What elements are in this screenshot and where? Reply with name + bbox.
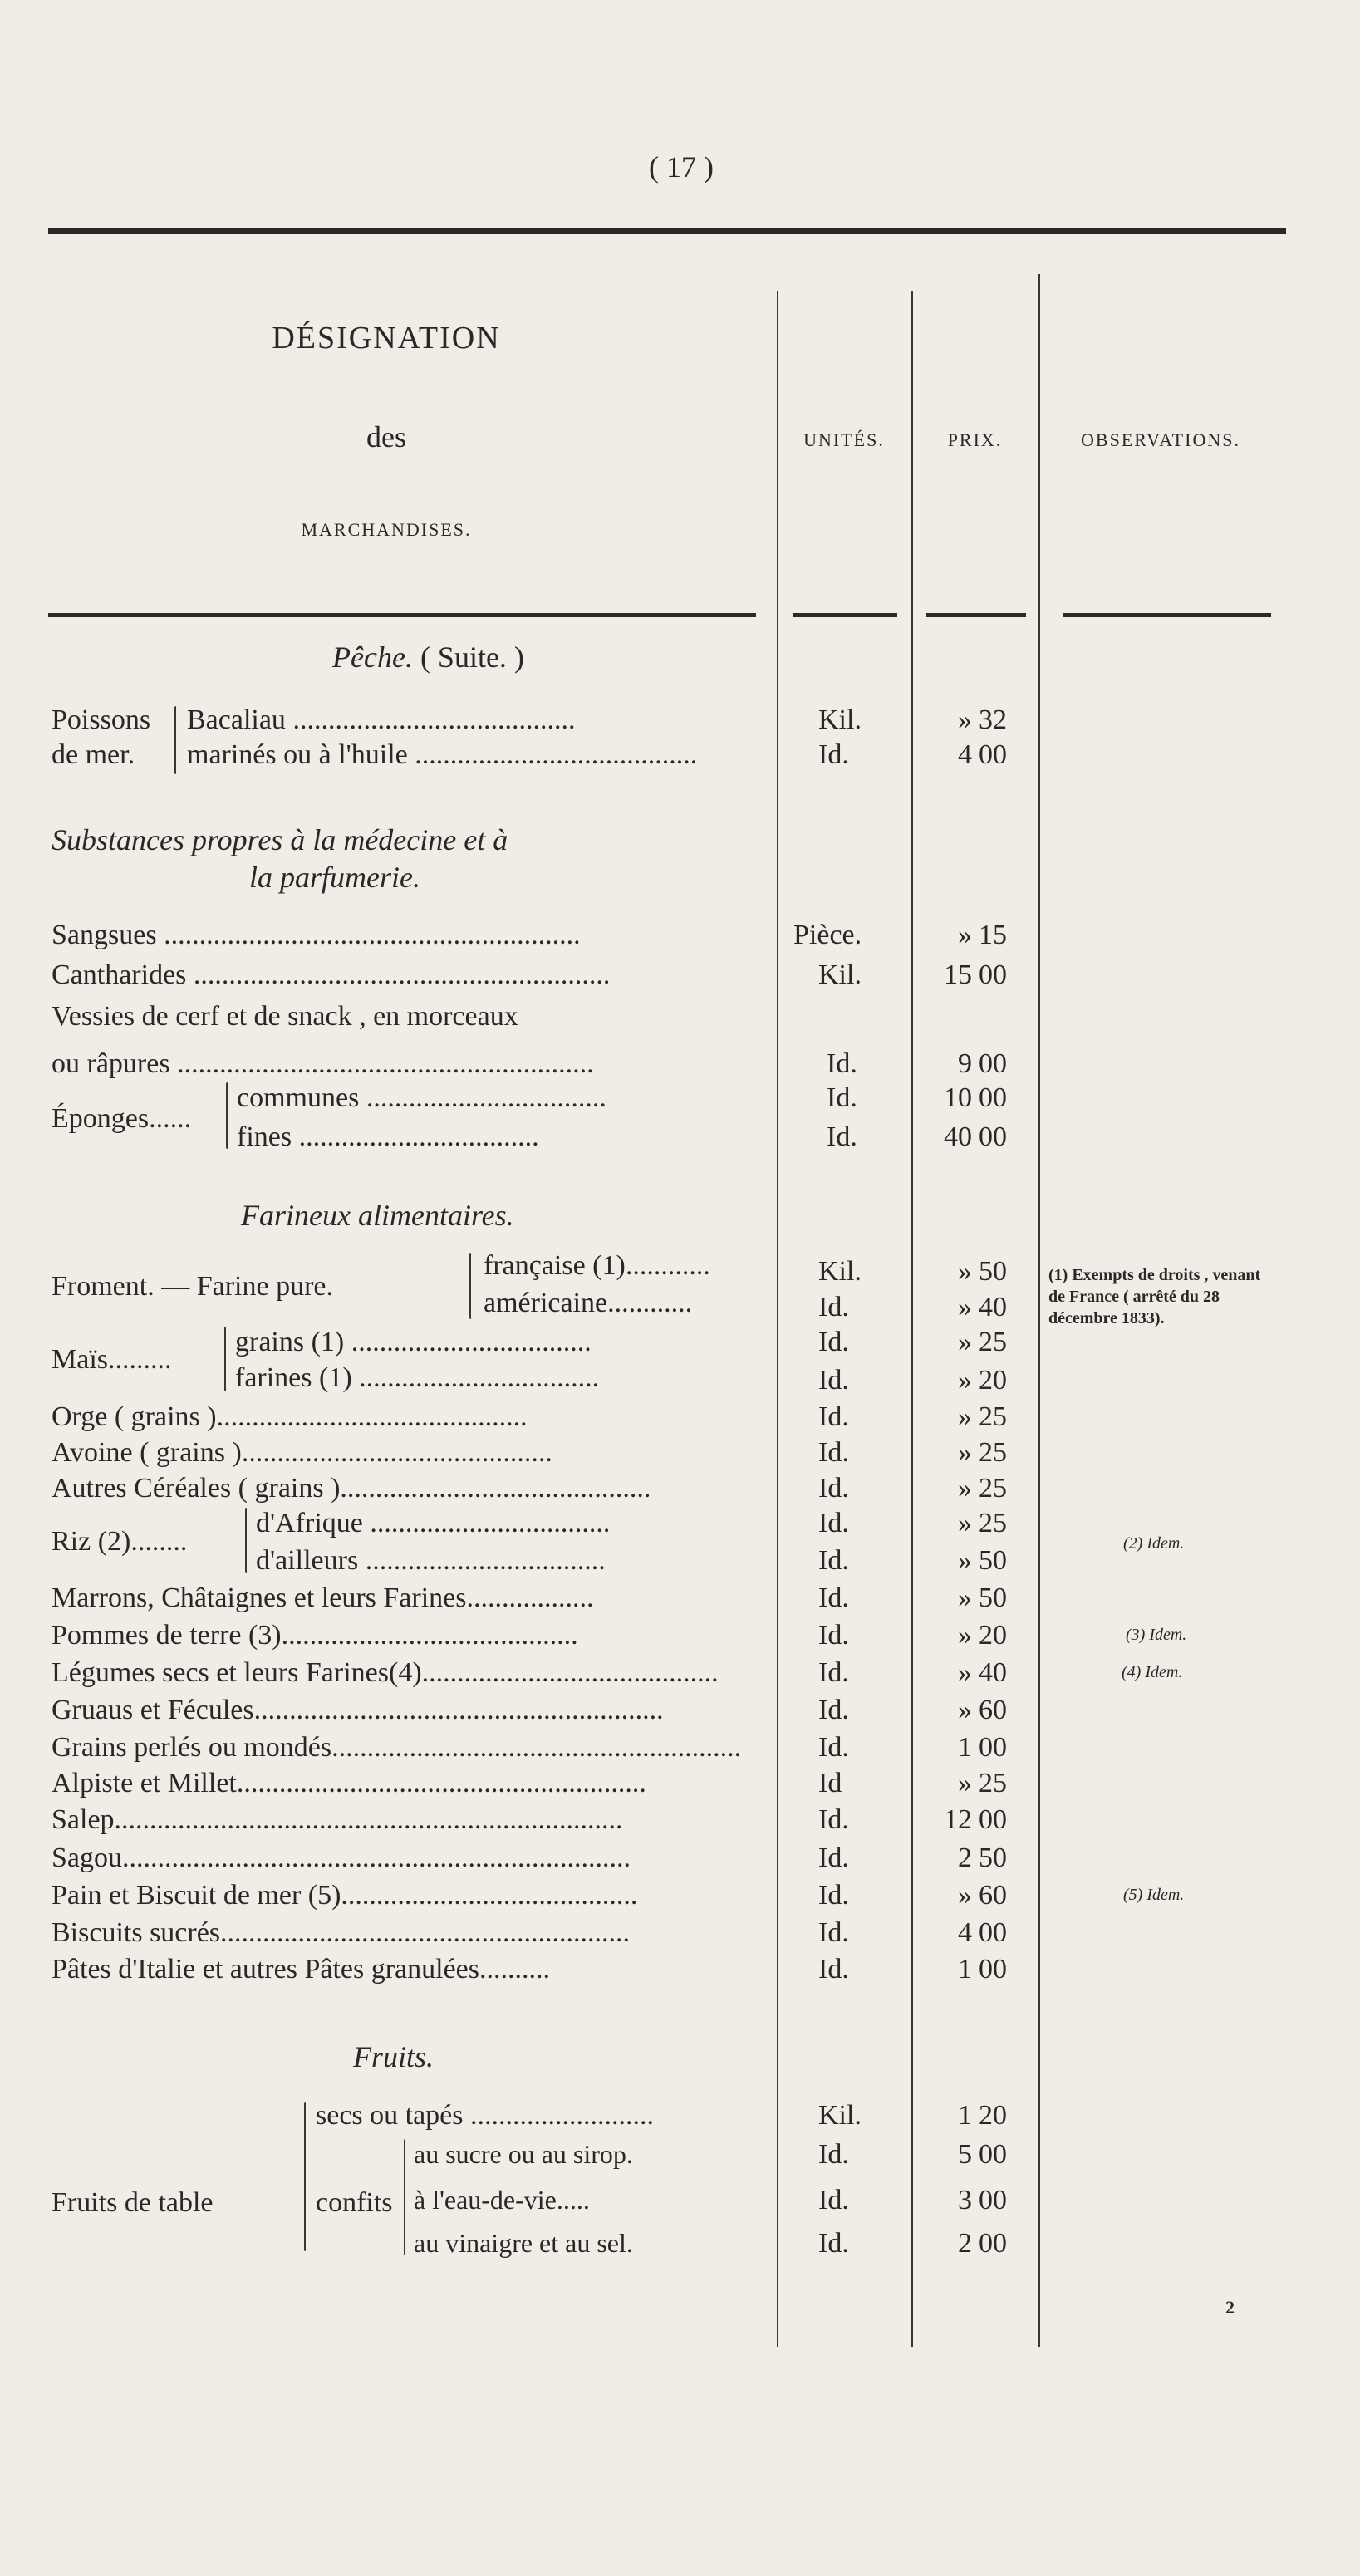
row-label: communes (237, 1082, 360, 1113)
row-label: d'Afrique (256, 1508, 363, 1538)
row-marrons: Marrons, Châtaignes et leurs Farines.................. (52, 1582, 594, 1613)
row-price-b: 25 (979, 1508, 1007, 1538)
header-observations: OBSERVATIONS. (1081, 429, 1240, 450)
brace-riz (245, 1508, 247, 1573)
row-price-a: 9 (958, 1048, 972, 1079)
row-label: Bacaliau (187, 704, 286, 735)
row-price-a: 1 (958, 1954, 972, 1985)
row-label: Biscuits sucrés (52, 1917, 221, 1948)
row-unit: Id. (818, 1508, 849, 1538)
row-price-a: » (958, 1365, 972, 1396)
row-unit: Id. (818, 1327, 849, 1357)
row-label: Marrons, Châtaignes et leurs Farines (52, 1582, 467, 1613)
peche-title: Pêche. (332, 640, 413, 674)
row-price-a: 4 (958, 1917, 972, 1948)
row-price-b: 20 (979, 2100, 1007, 2131)
row-price-b: 00 (979, 1804, 1007, 1835)
row-price-b: 25 (979, 1327, 1007, 1357)
row-gruaus: Gruaus et Fécules.......................................................... (52, 1695, 664, 1725)
row-unit: Id. (818, 739, 849, 770)
group-label-fruits-de-table: Fruits de table (52, 2187, 214, 2218)
row-price-a: 2 (958, 2228, 972, 2259)
page-number: ( 17 ) (649, 150, 714, 184)
row-autres-cereales: Autres Céréales ( grains )............................................ (52, 1473, 651, 1504)
row-price-a: » (958, 1292, 972, 1322)
row-pommes-de-terre: Pommes de terre (3).......................................... (52, 1620, 578, 1651)
observation-note-1: (1) Exempts de droits , venant de France ( arrêté du 28 décembre 1833). (1048, 1266, 1261, 1327)
brace-froment (469, 1253, 471, 1319)
row-alpiste: Alpiste et Millet.......................................................... (52, 1768, 646, 1798)
row-unit: Id. (818, 1545, 849, 1576)
section-title-substances-2: la parfumerie. (249, 861, 420, 894)
row-salep: Salep........................................................................ (52, 1804, 623, 1835)
row-unit: Id. (818, 1954, 849, 1985)
row-legumes-secs: Légumes secs et leurs Farines(4).......................................... (52, 1657, 719, 1688)
row-price-b: 00 (979, 2185, 1007, 2215)
row-price-b: 60 (979, 1695, 1007, 1725)
row-price-a: » (958, 1620, 972, 1651)
row-label: secs ou tapés (316, 2100, 464, 2131)
row-unit: Id. (827, 1121, 857, 1152)
row-price-b: 40 (979, 1292, 1007, 1322)
row-price-a: 1 (958, 1732, 972, 1763)
row-price-a: » (958, 1473, 972, 1504)
row-price-a: 4 (958, 739, 972, 770)
row-price-a: » (958, 1256, 972, 1287)
row-price-b: 00 (979, 959, 1007, 990)
section-title-substances-1: Substances propres à la médecine et à (52, 823, 508, 856)
header-rule-designation (48, 613, 756, 617)
column-divider-2 (911, 291, 913, 2347)
row-unit: Kil. (818, 704, 862, 735)
row-label: Cantharides (52, 959, 187, 990)
row-price-b: 25 (979, 1401, 1007, 1432)
row-label: d'ailleurs (256, 1545, 359, 1576)
row-label: marinés ou à l'huile (187, 739, 408, 770)
row-unit: Id. (818, 1473, 849, 1504)
row-price-b: 15 (979, 920, 1007, 950)
row-price-a: » (958, 920, 972, 950)
row-price-b: 32 (979, 704, 1007, 735)
row-unit: Id. (818, 1620, 849, 1651)
row-price-b: 50 (979, 1582, 1007, 1613)
row-price-b: 00 (979, 2139, 1007, 2170)
section-title-farineux: Farineux alimentaires. (241, 1199, 514, 1232)
group-label-confits: confits (316, 2187, 393, 2218)
row-bacaliau: Bacaliau ........................................ (187, 704, 576, 735)
row-label: Orge ( grains ) (52, 1401, 217, 1432)
group-label-de-mer: de mer. (52, 739, 135, 770)
section-title-fruits: Fruits. (353, 2040, 435, 2073)
row-label: Pommes de terre (3) (52, 1620, 282, 1651)
signature-mark: 2 (1225, 2297, 1235, 2318)
column-divider-1 (777, 291, 778, 2347)
row-avoine: Avoine ( grains )............................................ (52, 1437, 552, 1468)
row-label: Pâtes d'Italie et autres Pâtes granulées (52, 1954, 479, 1985)
row-label: Sagou (52, 1842, 122, 1873)
header-rule-prix (926, 613, 1026, 617)
header-rule-observations (1063, 613, 1271, 617)
row-unit: Id. (818, 1437, 849, 1468)
row-unit: Id. (818, 1582, 849, 1613)
row-rapures: ou râpures ........................................................... (52, 1048, 594, 1079)
row-label: fines (237, 1121, 292, 1152)
header-prix: PRIX. (947, 429, 1003, 450)
row-francaise: française (1)............ (484, 1250, 710, 1281)
row-price-a: » (958, 1327, 972, 1357)
section-title-peche (332, 640, 524, 675)
row-unit: Id. (818, 1292, 849, 1322)
group-label-froment: Froment. — Farine pure. (52, 1271, 333, 1302)
row-grains-perles: Grains perlés ou mondés.......................................................... (52, 1732, 742, 1763)
row-unit: Id. (818, 1695, 849, 1725)
row-sagou: Sagou........................................................................ (52, 1842, 631, 1873)
group-label-riz: Riz (2)........ (52, 1526, 188, 1557)
row-unit: Id. (818, 1842, 849, 1873)
row-orge: Orge ( grains )............................................ (52, 1401, 528, 1432)
row-unit: Id. (818, 1917, 849, 1948)
brace-mais (224, 1327, 226, 1391)
row-label: Avoine ( grains ) (52, 1437, 242, 1468)
row-price-b: 25 (979, 1437, 1007, 1468)
row-price-b: 25 (979, 1768, 1007, 1798)
row-price-b: 50 (979, 1545, 1007, 1576)
row-price-b: 00 (979, 1048, 1007, 1079)
row-price-a: » (958, 1437, 972, 1468)
row-mais-farines: farines (1) .................................. (235, 1362, 600, 1393)
brace-fruits (304, 2102, 306, 2251)
row-price-b: 00 (979, 1732, 1007, 1763)
row-price-a: 5 (958, 2139, 972, 2170)
row-unit: Pièce. (793, 920, 862, 950)
row-price-b: 00 (979, 2228, 1007, 2259)
row-price-a: » (958, 1545, 972, 1576)
row-label: à l'eau-de-vie (414, 2185, 557, 2215)
row-label: grains (1) (235, 1327, 345, 1357)
row-label: Pain et Biscuit de mer (5) (52, 1880, 341, 1911)
row-label: Légumes secs et leurs Farines(4) (52, 1657, 422, 1688)
row-label: Alpiste et Millet (52, 1768, 237, 1798)
row-price-b: 00 (979, 1917, 1007, 1948)
row-price-b: 00 (979, 739, 1007, 770)
row-price-b: 00 (979, 1082, 1007, 1113)
row-price-a: 15 (944, 959, 972, 990)
row-price-a: 12 (944, 1804, 972, 1835)
column-divider-3 (1038, 274, 1040, 2347)
row-au-vinaigre: au vinaigre et au sel. (414, 2228, 633, 2258)
row-unit: Id. (818, 2228, 849, 2259)
row-price-b: 00 (979, 1121, 1007, 1152)
row-label: américaine (484, 1288, 608, 1318)
row-label: française (1) (484, 1250, 626, 1281)
row-price-a: » (958, 1657, 972, 1688)
row-label: Salep (52, 1804, 115, 1835)
row-price-b: 50 (979, 1256, 1007, 1287)
row-unit: Id. (818, 2185, 849, 2215)
row-unit: Id. (818, 1804, 849, 1835)
row-price-a: 2 (958, 1842, 972, 1873)
header-rule-unites (793, 613, 897, 617)
brace-poissons (174, 706, 176, 774)
row-price-a: » (958, 1582, 972, 1613)
row-price-b: 40 (979, 1657, 1007, 1688)
row-price-a: 40 (944, 1121, 972, 1152)
row-eau-de-vie: à l'eau-de-vie..... (414, 2185, 590, 2215)
row-secs-tapes: secs ou tapés .......................... (316, 2100, 655, 2131)
observation-note-3: (3) Idem. (1126, 1626, 1187, 1644)
row-label: Grains perlés ou mondés (52, 1732, 332, 1763)
row-pates-italie: Pâtes d'Italie et autres Pâtes granulées.......... (52, 1954, 550, 1985)
row-price-b: 60 (979, 1880, 1007, 1911)
row-unit: Kil. (818, 2100, 862, 2131)
row-pain-biscuit: Pain et Biscuit de mer (5).......................................... (52, 1880, 638, 1911)
header-des: des (366, 420, 406, 454)
row-unit: Id. (818, 1365, 849, 1396)
row-price-a: 3 (958, 2185, 972, 2215)
row-unit: Id. (827, 1048, 857, 1079)
group-label-mais: Maïs......... (52, 1344, 172, 1375)
row-communes: communes .................................. (237, 1082, 606, 1113)
row-price-a: » (958, 1508, 972, 1538)
row-price-a: » (958, 1695, 972, 1725)
row-unit: Id. (827, 1082, 857, 1113)
row-price-a: 1 (958, 2100, 972, 2131)
row-price-a: » (958, 704, 972, 735)
header-designation: DÉSIGNATION (272, 321, 501, 356)
top-rule (48, 228, 1286, 234)
brace-eponges (226, 1082, 228, 1149)
row-cantharides: Cantharides ........................................................... (52, 959, 611, 990)
row-price-a: » (958, 1401, 972, 1432)
row-label: Autres Céréales ( grains ) (52, 1473, 341, 1504)
row-price-a: 10 (944, 1082, 972, 1113)
row-biscuits-sucres: Biscuits sucrés.......................................................... (52, 1917, 631, 1948)
header-unites: UNITÉS. (803, 429, 885, 450)
row-americaine: américaine............ (484, 1288, 693, 1318)
row-unit: Id. (818, 1732, 849, 1763)
row-price-b: 20 (979, 1365, 1007, 1396)
row-mais-grains: grains (1) .................................. (235, 1327, 592, 1357)
row-vessies: Vessies de cerf et de snack , en morceaux (52, 1001, 518, 1032)
row-label: Sangsues (52, 920, 157, 950)
row-riz-ailleurs: d'ailleurs .................................. (256, 1545, 606, 1576)
observation-note-4: (4) Idem. (1122, 1663, 1183, 1681)
row-price-a: » (958, 1768, 972, 1798)
row-fines: fines .................................. (237, 1121, 539, 1152)
observation-note-2: (2) Idem. (1123, 1534, 1185, 1553)
row-unit: Kil. (818, 1256, 862, 1287)
row-riz-afrique: d'Afrique .................................. (256, 1508, 611, 1538)
row-price-a: » (958, 1880, 972, 1911)
row-price-b: 25 (979, 1473, 1007, 1504)
observation-note-5: (5) Idem. (1123, 1886, 1185, 1904)
peche-suite: ( Suite. ) (420, 640, 524, 674)
row-marines: marinés ou à l'huile ........................................ (187, 739, 698, 770)
row-unit: Id. (818, 1657, 849, 1688)
row-unit: Id (818, 1768, 842, 1798)
group-label-eponges: Éponges...... (52, 1103, 192, 1134)
row-unit: Id. (818, 1880, 849, 1911)
row-sangsues: Sangsues ........................................................... (52, 920, 581, 950)
row-price-b: 20 (979, 1620, 1007, 1651)
brace-confits (404, 2139, 405, 2255)
row-au-sucre: au sucre ou au sirop. (414, 2139, 633, 2169)
row-label: ou râpures (52, 1048, 170, 1079)
row-price-b: 00 (979, 1954, 1007, 1985)
row-price-b: 50 (979, 1842, 1007, 1873)
group-label-poissons: Poissons (52, 704, 151, 735)
row-unit: Id. (818, 2139, 849, 2170)
header-marchandises: MARCHANDISES. (301, 519, 472, 540)
row-unit: Id. (818, 1401, 849, 1432)
row-unit: Kil. (818, 959, 862, 990)
row-label: Gruaus et Fécules (52, 1695, 254, 1725)
row-label: farines (1) (235, 1362, 352, 1393)
